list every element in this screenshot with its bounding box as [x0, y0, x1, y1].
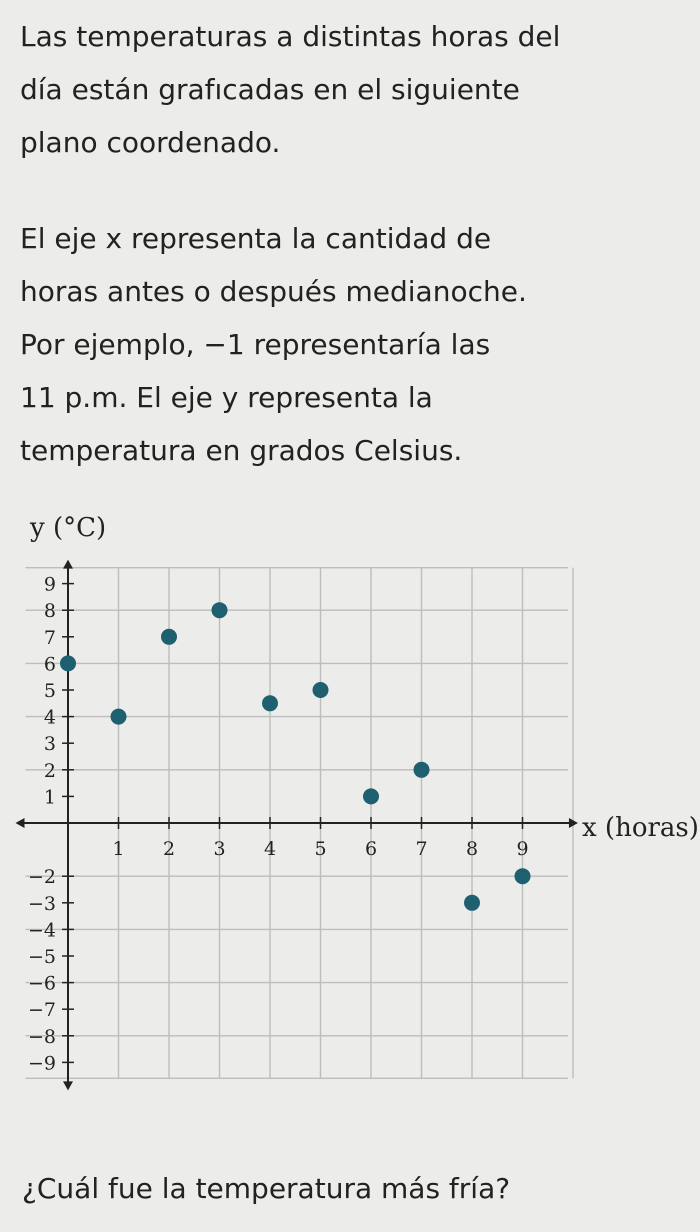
intro-line-5: horas antes o después medianoche.: [20, 275, 527, 308]
y-tick-label: −7: [27, 999, 56, 1022]
intro-line-7: 11 p.m. El eje y representa la: [20, 381, 433, 414]
y-tick-label: −8: [27, 1025, 56, 1048]
y-tick-label: 2: [43, 759, 56, 782]
intro-paragraph-1: [20, 10, 680, 169]
x-tick-label: 3: [213, 838, 226, 860]
data-point: [515, 868, 531, 884]
question-text: ¿Cuál fue la temperatura más fría?: [22, 1172, 511, 1205]
x-tick-label: 8: [465, 838, 479, 860]
data-point: [363, 788, 379, 804]
x-axis-arrow-left: [16, 818, 25, 828]
data-point: [60, 655, 76, 671]
x-tick-label: 2: [162, 838, 176, 860]
intro-line-1: Las temperaturas a distintas horas del: [20, 20, 561, 53]
data-points: [60, 602, 531, 911]
data-point: [161, 629, 177, 645]
y-tick-label: 9: [43, 573, 56, 596]
y-tick-label: −6: [27, 972, 56, 995]
x-tick-label: 4: [263, 838, 277, 860]
data-point: [313, 682, 329, 698]
y-tick-label: 1: [43, 786, 56, 809]
intro-line-4: El eje x representa la cantidad de: [20, 222, 492, 255]
data-point: [262, 695, 278, 711]
data-point: [464, 895, 480, 911]
coordinate-plane: [0, 500, 700, 1140]
data-point: [111, 709, 127, 725]
y-axis-label: y (°C): [30, 513, 107, 543]
x-axis-label: x (horas): [582, 813, 699, 843]
scatter-chart: [0, 500, 700, 1140]
y-tick-label: 7: [43, 626, 56, 649]
y-tick-label: −3: [27, 892, 56, 915]
intro-line-3: plano coordenado.: [20, 126, 281, 159]
intro-line-8: temperatura en grados Celsius.: [20, 434, 463, 467]
x-tick-label: 7: [415, 838, 428, 860]
x-tick-label: 1: [112, 838, 125, 860]
y-tick-label: −4: [27, 919, 56, 942]
x-tick-label: 9: [516, 838, 529, 860]
y-tick-label: −9: [27, 1052, 56, 1075]
y-axis-arrow-down: [63, 1081, 73, 1090]
intro-line-2: día están grafıcadas en el siguiente: [20, 73, 520, 106]
y-tick-label: 3: [43, 733, 56, 756]
intro-paragraph-2: [20, 212, 680, 477]
y-tick-label: −2: [27, 866, 56, 889]
y-tick-label: 8: [43, 600, 56, 623]
axes: [16, 560, 578, 1091]
y-axis-arrow-up: [63, 560, 73, 569]
y-tick-label: 4: [43, 706, 56, 729]
intro-line-6: Por ejemplo, −1 representaría las: [20, 328, 491, 361]
y-tick-label: 5: [43, 680, 56, 702]
y-tick-label: 6: [43, 653, 56, 676]
y-tick-label: −5: [27, 946, 56, 968]
x-tick-label: 5: [314, 838, 327, 860]
data-point: [212, 602, 228, 618]
x-tick-label: 6: [364, 838, 378, 860]
data-point: [414, 762, 430, 778]
